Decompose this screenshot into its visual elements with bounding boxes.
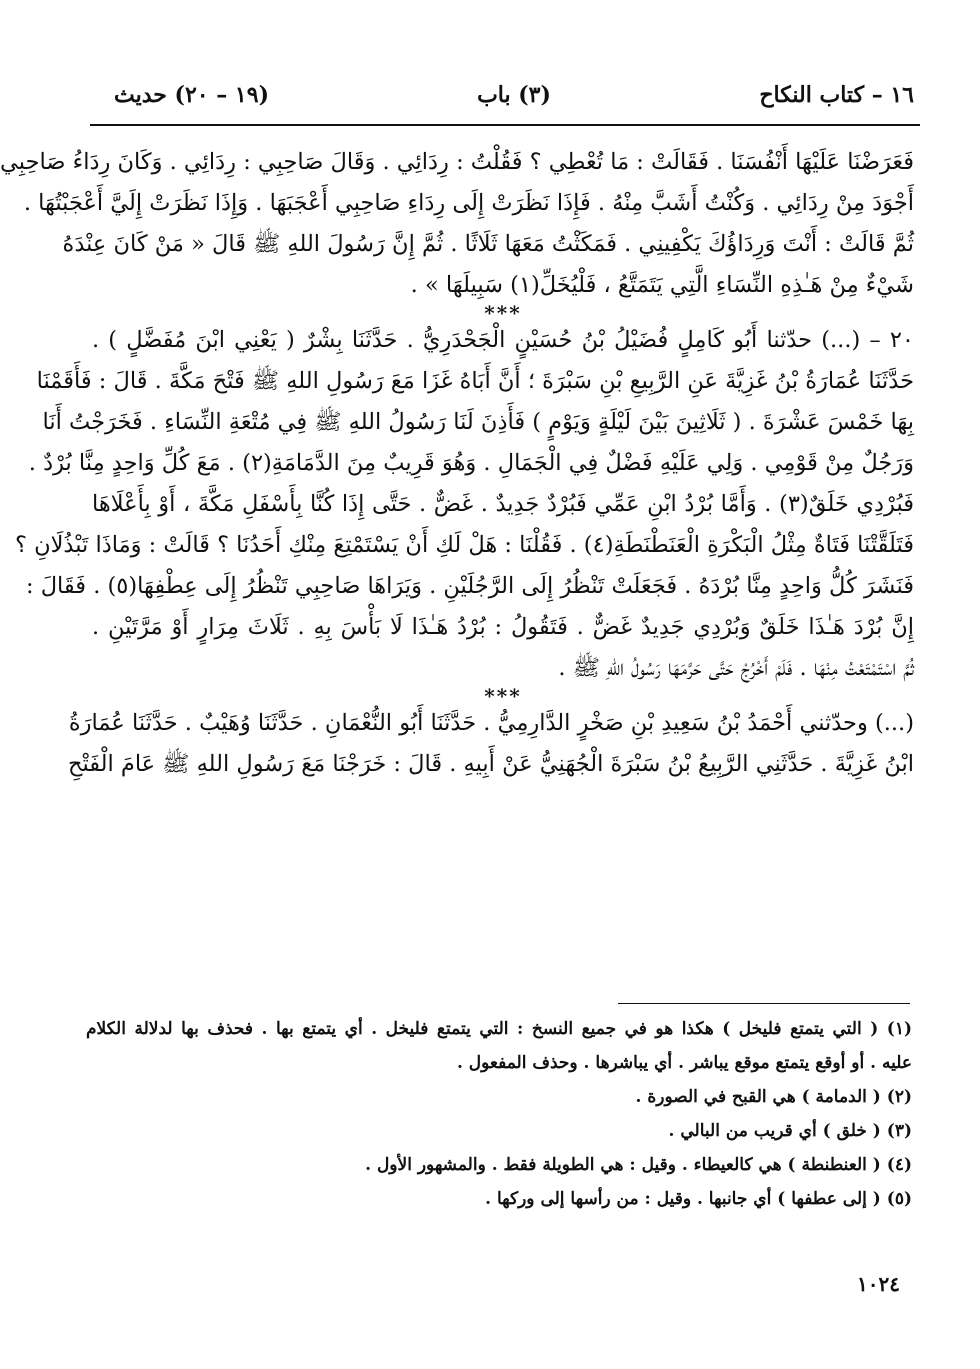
hadith-range: (١٩ – ٢٠) حديث [114,82,269,108]
text-line: فَعَرَضْنَا عَلَيْهَا أَنْفُسَنَا . فَقَالَتْ : مَا تُعْطِي ؟ فَقُلْتُ : رِدَائِي . وَقَالَ صَاحِبِي : رِدَائِي . وَكَانَ رِدَاءُ صَاحِبِي [0,149,914,175]
footnote-2: (٢) ( الدمامة ) هي القبح في الصورة . [635,1087,912,1107]
hadith-20-line: إِنَّ بُرْدَ هَـٰذَا خَلَقٌ وَبُرْدِي جَدِيدٌ غَضٌّ . فَتَقُولُ : بُرْدُ هَـٰذَا لَا بَأْسَ بِهِ . ثَلَاثَ مِرَارٍ أَوْ مَرَّتَيْنِ . [92,614,914,640]
footnote-4: (٤) ( العنطنطة ) هي كالعيطاء . وقيل : هي الطويلة فقط . والمشهور الأول . [365,1155,912,1175]
book-title: ١٦ – كتاب النكاح [759,82,914,108]
hadith-next-line: (...) وحدّثني أَحْمَدُ بْنُ سَعِيدِ بْنِ صَخْرٍ الدَّارِمِيُّ . حَدَّثَنَا أَبُو النُّعْمَانِ . حَدَّثَنَا وُهَيْبٌ . حَدَّثَنَا عُمَارَةُ [68,710,914,736]
header-divider [90,124,920,126]
hadith-20-line: وَرَجُلٌ مِنْ قَوْمِي . وَلِي عَلَيْهِ فَضْلٌ فِي الْجَمَالِ . وَهُوَ قَرِيبٌ مِنَ الدَّمَامَةِ(٢) . مَعَ كُلِّ وَاحِدٍ مِنَّا بُرْدٌ . [28,450,914,476]
section-separator: *** [484,684,522,708]
page-header [114,78,914,122]
hadith-20-line: بِهَا خَمْسَ عَشْرَةَ . ( ثَلَاثِينَ بَيْنَ لَيْلَةٍ وَيَوْمٍ ) فَأَذِنَ لَنَا رَسُولُ اللهِ ﷺ فِي مُتْعَةِ النِّسَاءِ . فَخَرَجْتُ أَنَا [42,409,914,435]
footnote-divider [618,1003,910,1004]
page-number: ١٠٢٤ [857,1272,900,1296]
footnotes [86,1012,912,1216]
hadith-20-line: حَدَّثَنَا عُمَارَةُ بْنُ غَزِيَّةَ عَنِ الرَّبِيعِ بْنِ سَبْرَةَ ؛ أَنَّ أَبَاهُ غَزَا مَعَ رَسُولِ اللهِ ﷺ فَتْحَ مَكَّةَ . قَالَ : فَأَقَمْنَا [36,368,914,394]
text-line: شَيْءٌ مِنْ هَـٰذِهِ النِّسَاءِ الَّتِي يَتَمَتَّعُ ، فَلْيُخَلِّ(١) سَبِيلَهَا » . [410,272,914,298]
hadith-20-line: فَتَلَقَّتْنَا فَتَاةٌ مِثْلُ الْبَكْرَةِ الْعَنَطْنَطَةِ(٤) . فَقُلْنَا : هَلْ لَكِ أَنْ يَسْتَمْتِعَ مِنْكِ أَحَدُنَا ؟ قَالَتْ : وَمَاذَا تَبْذُلَانِ ؟ [14,532,914,558]
footnote-3: (٣) ( خلق ) أي قريب من البالي . [668,1121,912,1141]
main-text [0,142,915,785]
footnote-5: (٥) ( إلى عطفها ) أي جانبها . وقيل : من رأسها إلى وركها . [485,1189,912,1209]
section-separator: *** [484,301,522,325]
text-line: ثُمَّ قَالَتْ : أَنْتَ وَرِدَاؤُكَ يَكْفِينِي . فَمَكَثْتُ مَعَهَا ثَلَاثًا . ثُمَّ إِنَّ رَسُولَ اللهِ ﷺ قَالَ « مَنْ كَانَ عِنْدَهُ [62,231,914,257]
hadith-20-line: فَنَشَرَ كُلُّ وَاحِدٍ مِنَّا بُرْدَهُ . فَجَعَلَتْ تَنْظُرُ إِلَى الرَّجُلَيْنِ . وَيَرَاهَا صَاحِبِي تَنْظُرُ إِلَى عِطْفِهَا(٥) . فَقَالَ : [25,573,914,599]
hadith-20-line: ٢٠ – (...) حدّثنا أَبُو كَامِلٍ فُضَيْلُ بْنُ حُسَيْنٍ الْجَحْدَرِيُّ . حَدَّثَنَا بِشْرٌ ( يَعْنِي ابْنَ مُفَضَّلٍ ) . [92,327,914,353]
hadith-next-line: ابْنُ غَزِيَّةَ . حَدَّثَنِي الرَّبِيعُ بْنُ سَبْرَةَ الْجُهَنِيُّ عَنْ أَبِيهِ . قَالَ : خَرَجْنَا مَعَ رَسُولِ اللهِ ﷺ عَامَ الْفَتْحِ [67,751,914,777]
text-line: أَجْوَدَ مِنْ رِدَائِي . وَكُنْتُ أَشَبَّ مِنْهُ . فَإِذَا نَظَرَتْ إِلَى رِدَاءِ صَاحِبِي أَعْجَبَهَا . وَإِذَا نَظَرَتْ إِلَيَّ أَعْجَبْتُهَا . [23,190,914,216]
chapter-label: (٣) باب [477,82,551,108]
footnote-1-continued: عليه . أو أوقع يتمتع موقع يباشر . أي يباشرها . وحذف المفعول . [456,1053,912,1073]
footnote-1: (١) ( التي يتمتع فليخل ) هكذا هو في جميع النسخ : التي يتمتع فليخل . أي يتمتع بها . فحذف بها لدلالة الكلام [86,1019,912,1039]
hadith-20-line: فَبُرْدِي خَلَقٌ(٣) . وَأَمَّا بُرْدُ ابْنِ عَمِّي فَبُرْدٌ جَدِيدٌ . غَضٌّ . حَتَّى إِذَا كُنَّا بِأَسْفَلِ مَكَّةَ ، أَوْ بِأَعْلَاهَا [92,491,915,517]
hadith-20-line: ثُمَّ اسْتَمْتَعْتُ مِنْهَا . فَلَمْ أَخْرُجْ حَتَّى حَرَّمَهَا رَسُولُ اللهِ ﷺ . [558,655,914,681]
